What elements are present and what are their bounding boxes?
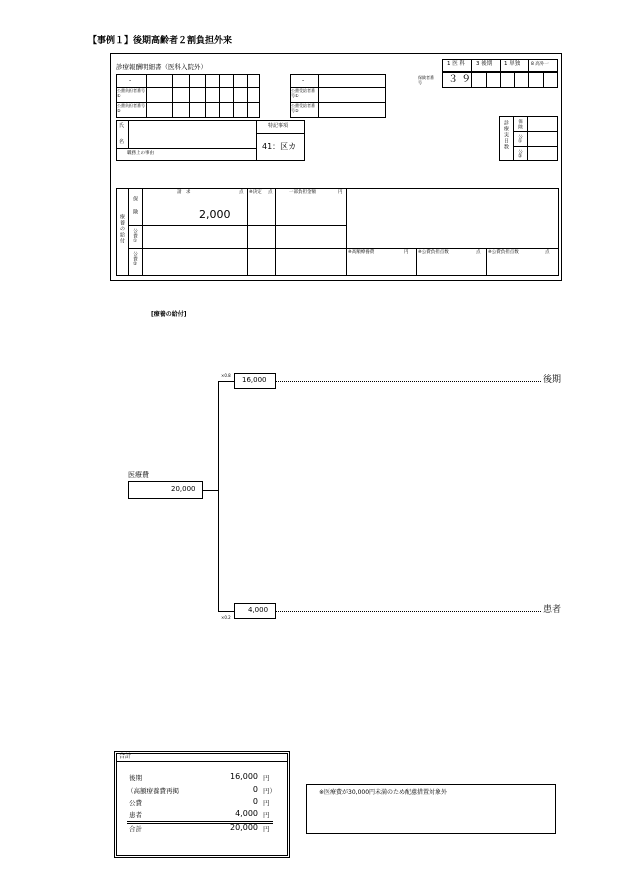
summary-unit-kouki: 円 [263,774,270,782]
dash-right: - [302,77,305,84]
bottom-pub1-unit: 点 [476,250,481,255]
code-kouki: 3 後期 [476,61,493,67]
bottom-high-cost-unit: 円 [404,250,409,255]
upper-ratio: ×0.8 [221,373,231,378]
summary-total-value: 20,000 [230,823,258,832]
col-decision: ※決定 [249,190,262,195]
page-heading: 【事例１】後期高齢者２割負担外来 [88,36,233,46]
form-title: 診療報酬明細書（医科入院外） [116,63,207,71]
name-label-2: 名 [119,139,125,145]
summary-value-public: 0 [252,797,258,806]
special-label: 特記事項 [268,123,289,129]
reason-label: 職務上の事由 [127,151,154,156]
bottom-pub2: ※公費負担点数 [488,250,519,255]
upper-destination: 後期 [543,375,562,385]
dash-left: - [129,77,132,84]
row-pub1: 公費① [132,228,138,245]
code-medical: 1 医 科 [447,61,465,67]
name-label: 氏 [119,123,125,129]
note-text: ※医療費が30,000円未満のため配慮措置対象外 [319,789,448,796]
days-row-insurance: 保険 [517,119,523,130]
summary-label-patient: 患者 [129,811,142,819]
insurer-label: 保険者番号 [418,75,434,85]
col-claim: 請 求 [177,190,191,195]
summary-unit-patient: 円 [263,811,270,819]
code-outpatient: 8 高外一 [531,62,549,67]
lower-value: 4,000 [248,606,269,614]
lower-ratio: ×0.2 [221,615,231,620]
summary-value-highcost: 0 [252,785,258,794]
summary-value-kouki: 16,000 [230,772,258,781]
public-right-2: 公費受給者番号② [291,103,315,114]
summary-title: 合計 [119,753,132,760]
summary-label-highcost: （高額療養費再掲 [127,787,179,795]
benefit-section-title: [療養の給付] [151,311,187,318]
summary-label-kouki: 後期 [129,774,142,782]
bottom-high-cost: ※高額療養費 [348,250,375,255]
insurer-number: ３ ９ [448,74,472,85]
days-row-pub1: 公① [517,134,523,146]
summary-label-public: 公費 [129,799,142,807]
summary-unit-public: 円 [263,799,270,807]
row-pub2: 公費② [132,251,138,268]
summary-unit-highcost: 円） [263,787,276,795]
branch-line [218,381,219,611]
public-left-1: 公費負担者番号① [117,88,145,99]
days-row-pub2: 公② [517,149,523,161]
claim-value: 2,000 [199,208,231,221]
upper-value: 16,000 [242,376,267,384]
public-left-2: 公費負担者番号② [117,103,145,114]
row-insurance: 保険 [132,196,138,222]
days-label: 診療実日数 [503,120,509,150]
col-claim-unit: 点 [239,190,244,195]
lower-destination: 患者 [543,605,562,615]
medical-label: 医療費 [128,471,149,479]
code-single: 1 単独 [504,61,521,67]
bottom-pub1: ※公費負担点数 [418,250,449,255]
special-value: 41：区カ [262,142,297,151]
benefit-table [116,188,559,276]
summary-total-unit: 円 [263,825,270,833]
summary-total-label: 合計 [129,825,142,833]
bottom-pub2-unit: 点 [545,250,550,255]
col-copay-unit: 円 [338,190,343,195]
summary-value-patient: 4,000 [235,809,258,818]
medical-value: 20,000 [171,485,196,493]
public-right-1: 公費受給者番号① [291,88,315,99]
col-decision-unit: 点 [268,190,273,195]
benefit-label: 療養の給付 [119,214,125,244]
col-copay: 一部負担金額 [289,190,316,195]
